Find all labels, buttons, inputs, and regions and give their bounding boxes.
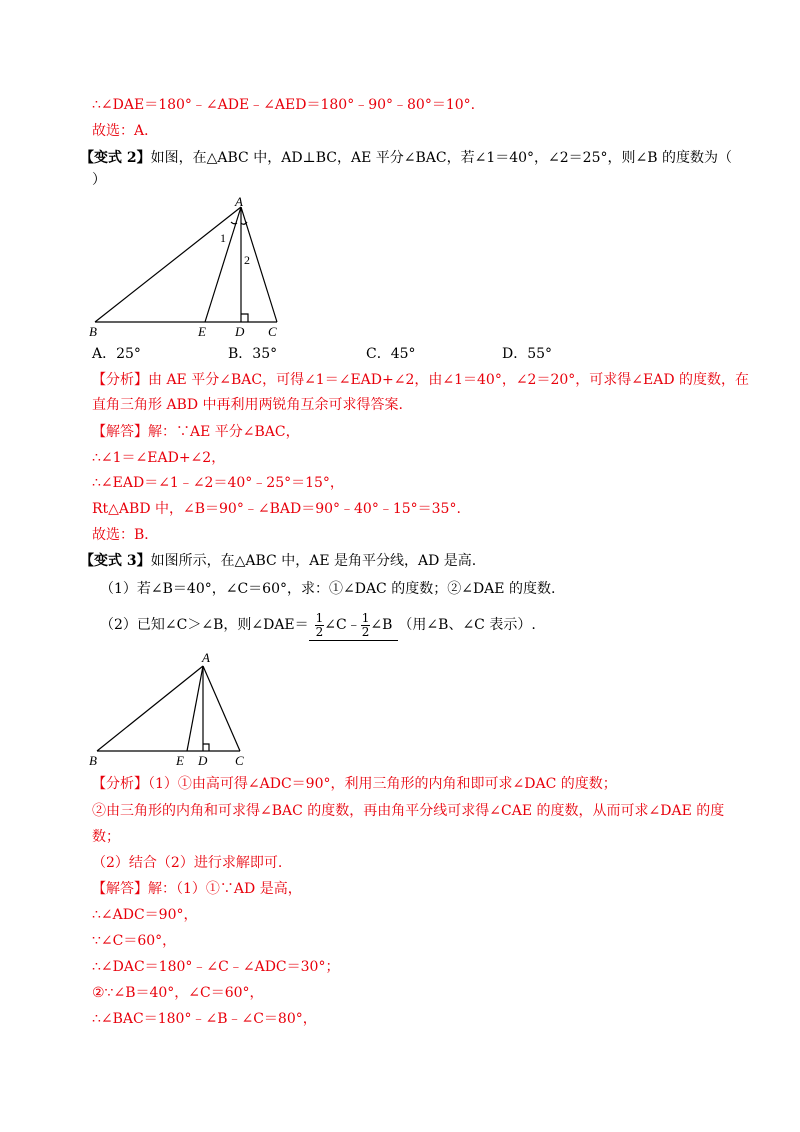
variant-2-tag: 【变式 2】	[80, 150, 151, 166]
side-ab	[97, 666, 203, 751]
label-d: D	[198, 753, 208, 768]
side-ab	[95, 207, 241, 322]
solution-2	[92, 879, 302, 899]
solution-1	[92, 422, 300, 442]
solution-text: 解：（1）①∵AD 是高，	[148, 881, 302, 897]
analysis-2-cont: ②由三角形的内角和可求得∠BAC 的度数，再由角平分线可求得∠CAE 的度数，从而可求∠DAE 的度	[92, 803, 725, 819]
option-c[interactable]: C．45°	[366, 346, 416, 362]
analysis-text: （1）①由高可得∠ADC＝90°，利用三角形的内角和即可求∠DAC 的度数；	[148, 776, 617, 792]
analysis-tag: 【分析】	[92, 776, 148, 792]
bisector-ae	[187, 666, 203, 751]
variant-3-tag: 【变式 3】	[80, 553, 151, 569]
solution-1-step: ∴∠1＝∠EAD+∠2，	[92, 450, 226, 466]
label-e: E	[198, 324, 206, 339]
triangle-figure-2	[85, 646, 255, 770]
solution-line: ∴∠DAE＝180°﹣∠ADE﹣∠AED＝180°﹣90°﹣80°＝10°.	[92, 97, 476, 113]
side-ac	[203, 666, 240, 751]
solution-2-step: ∴∠DAC＝180°﹣∠C﹣∠ADC＝30°；	[92, 959, 340, 975]
variant-2-question	[80, 148, 732, 168]
variant-2-text: 如图，在△ABC 中，AD⊥BC，AE 平分∠BAC，若∠1＝40°，∠2＝25°，则∠B 的度数为（	[150, 150, 732, 166]
triangle-figure-1	[85, 192, 295, 342]
label-b: B	[89, 324, 97, 339]
solution-tag: 【解答】	[92, 424, 148, 440]
variant-3-text: 如图所示，在△ABC 中，AE 是角平分线，AD 是高.	[150, 553, 477, 569]
variant-3-part-1: （1）若∠B＝40°，∠C＝60°，求：①∠DAC 的度数；②∠DAE 的度数.	[100, 581, 556, 597]
analysis-1-cont: 直角三角形 ABD 中再利用两锐角互余可求得答案.	[92, 397, 403, 413]
analysis-2-cont: （2）结合（2）进行求解即可.	[92, 855, 283, 871]
answer-line: 故选：A．	[92, 123, 159, 139]
fraction-half: $\frac{1}{2}$	[361, 610, 370, 639]
label-a: A	[235, 194, 243, 209]
option-b[interactable]: B．35°	[228, 346, 278, 362]
analysis-tag: 【分析】	[92, 372, 148, 388]
label-e: E	[176, 753, 184, 768]
label-angle-2: 2	[244, 253, 250, 267]
solution-1-answer: 故选：B．	[92, 527, 159, 543]
variant-3-part-2	[100, 610, 536, 641]
option-d[interactable]: D．55°	[502, 346, 553, 362]
solution-2-step: ②∵∠B＝40°，∠C＝60°，	[92, 985, 264, 1001]
label-c: C	[268, 324, 277, 339]
label-d: D	[235, 324, 245, 339]
variant-2-question-end: ）	[92, 172, 106, 188]
fraction-half: $\frac{1}{2}$	[315, 610, 324, 639]
solution-1-step: Rt△ABD 中，∠B＝90°﹣∠BAD＝90°﹣40°﹣15°＝35°.	[92, 501, 461, 517]
solution-text: 解：∵AE 平分∠BAC，	[148, 424, 300, 440]
part-2-prefix: （2）已知∠C＞∠B，则∠DAE＝	[100, 617, 309, 633]
solution-1-step: ∴∠EAD＝∠1﹣∠2＝40°﹣25°＝15°，	[92, 475, 344, 491]
label-a: A	[202, 650, 210, 665]
solution-2-step: ∵∠C＝60°，	[92, 933, 177, 949]
analysis-2	[92, 774, 617, 794]
analysis-2-cont: 数；	[92, 829, 120, 845]
right-angle-mark	[241, 314, 248, 322]
label-b: B	[89, 753, 97, 768]
label-c: C	[235, 753, 244, 768]
analysis-1	[92, 370, 749, 390]
solution-2-step: ∴∠ADC＝90°，	[92, 907, 198, 923]
solution-2-step: ∴∠BAC＝180°﹣∠B﹣∠C＝80°，	[92, 1011, 317, 1027]
analysis-text: 由 AE 平分∠BAC，可得∠1＝∠EAD+∠2，由∠1＝40°，∠2＝20°，可求得∠EAD 的度数，在	[148, 372, 750, 388]
part-2-suffix: （用∠B、∠C 表示）.	[398, 617, 536, 633]
solution-tag: 【解答】	[92, 881, 148, 897]
answer-blank: $\frac{1}{2}$ ∠C﹣ $\frac{1}{2}$ ∠B	[309, 610, 399, 641]
option-a[interactable]: A．25°	[92, 346, 141, 362]
variant-3-question	[80, 551, 476, 571]
right-angle-mark	[203, 744, 209, 751]
label-angle-1: 1	[220, 231, 226, 245]
